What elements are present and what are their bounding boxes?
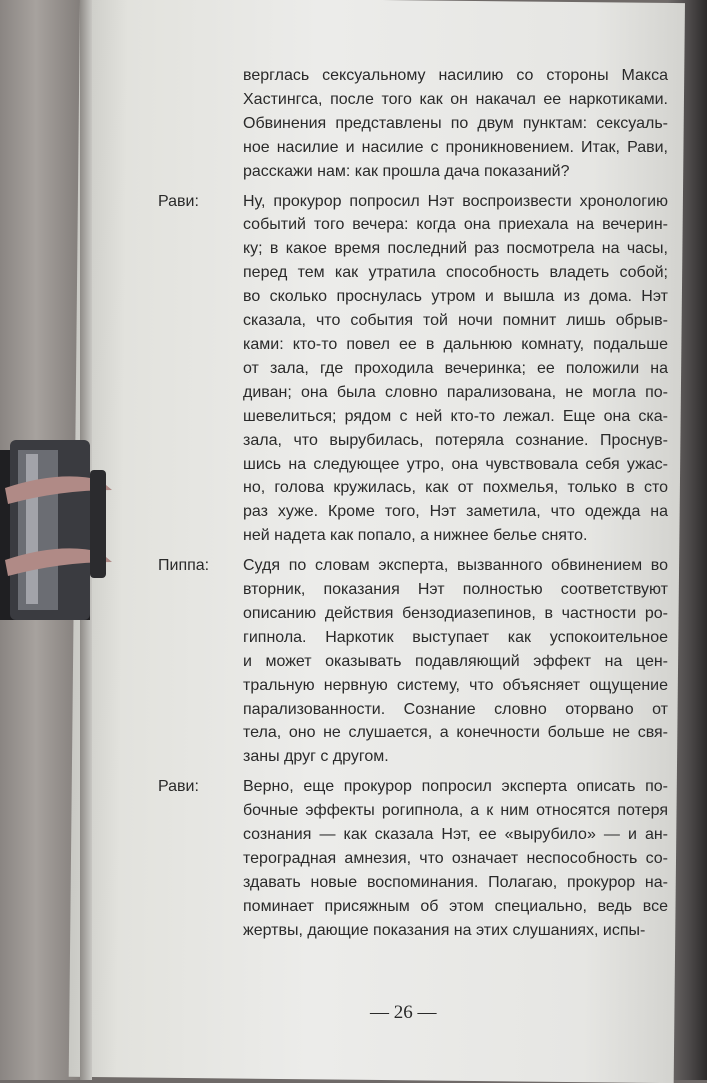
text-line: Обвинения представлены по двум пунктам: сексуаль- [243, 114, 668, 132]
paragraph-body [243, 64, 668, 184]
speaker-label: Рави: [158, 192, 199, 210]
text-line: Хастингса, после того как он накачал ее наркотиками. [243, 90, 668, 108]
text-line: зала, что вырубилась, потеряла сознание. Проснув- [243, 431, 668, 449]
text-line: жертвы, дающие показания на этих слушаниях, испы- [243, 921, 646, 939]
text-line: описанию действия бензодиазепинов, в частности ро- [243, 604, 668, 622]
text-line: ку; в какое время последний раз посмотрела на часы, [243, 240, 668, 258]
text-line: гипнола. Наркотик выступает как успокоительное [243, 628, 668, 646]
text-line: от зала, где проходила вечеринка; ее положили на [243, 359, 668, 377]
text-line: заны друг с другом. [243, 748, 389, 766]
text-line: шевелиться; рядом с ней кто-то лежал. Еще она ска- [243, 407, 668, 425]
page-number: — 26 — [370, 1002, 437, 1023]
text-line: событий того вечера: когда она приехала на вечерин- [243, 216, 668, 234]
text-line: но, голова кружилась, как от похмелья, только в сто [243, 479, 668, 497]
dialogue-paragraph [150, 190, 670, 549]
text-line: Судя по словам эксперта, вызванного обвинением во [243, 557, 668, 575]
text-line: перед тем как утратила способность владеть собой; [243, 264, 668, 282]
text-line: тела, оно не слушается, а конечности больше не свя- [243, 724, 668, 742]
text-line: тральную нервную систему, что объясняет ощущение [243, 676, 668, 694]
text-line: здавать новые воспоминания. Полагаю, прокурор на- [243, 873, 668, 891]
paragraph-body [243, 775, 668, 942]
dialogue-paragraph [150, 554, 670, 769]
text-line: Ну, прокурор попросил Нэт воспроизвести хронологию [243, 192, 668, 210]
text-line: верглась сексуальному насилию со стороны Макса [243, 67, 668, 84]
text-line: поминает присяжным об этом специально, ведь все [243, 897, 668, 915]
page-text [150, 64, 670, 943]
text-line: вторник, показания Нэт полностью соответствуют [243, 581, 668, 599]
dialogue-paragraph [150, 775, 670, 942]
speaker-label [150, 64, 243, 184]
speaker-label: Рави: [158, 778, 199, 796]
speaker-label: Пиппа: [158, 557, 210, 575]
text-line: шись на следующее утро, она чувствовала себя ужас- [243, 455, 668, 473]
text-line: раз хуже. Кроме того, Нэт заметила, что одежда на [243, 503, 668, 521]
paragraph-body [243, 190, 668, 549]
text-line: парализованности. Сознание словно оторвано от [243, 700, 668, 718]
text-line: сознания — как сказала Нэт, ее «вырубило» — и ан- [243, 826, 668, 844]
text-line: расскажи нам: как прошла дача показаний? [243, 162, 570, 180]
text-line: ное насилие и насилие с проникновением. Итак, Рави, [243, 138, 668, 156]
binder-clip-icon [0, 430, 120, 630]
text-line: ней надета как попало, а нижнее белье снято. [243, 527, 588, 545]
text-line: и может оказывать подавляющий эффект на цен- [243, 652, 668, 670]
text-line: Верно, еще прокурор попросил эксперта описать по- [243, 778, 668, 796]
text-line: ками: кто-то повел ее в дальнюю комнату, подальше [243, 335, 668, 353]
text-line: бочные эффекты рогипнола, а к ним относятся потеря [243, 802, 668, 820]
dialogue-paragraph [150, 64, 670, 184]
text-line: диван; она была словно парализована, не могла по- [243, 383, 668, 401]
text-line: сказала, что события той ночи помнит лишь обрыв- [243, 312, 668, 330]
text-line: во сколько проснулась утром и вышла из дома. Нэт [243, 288, 668, 306]
paragraph-body [243, 554, 668, 769]
text-line: тероградная амнезия, что означает неспособность со- [243, 850, 668, 867]
